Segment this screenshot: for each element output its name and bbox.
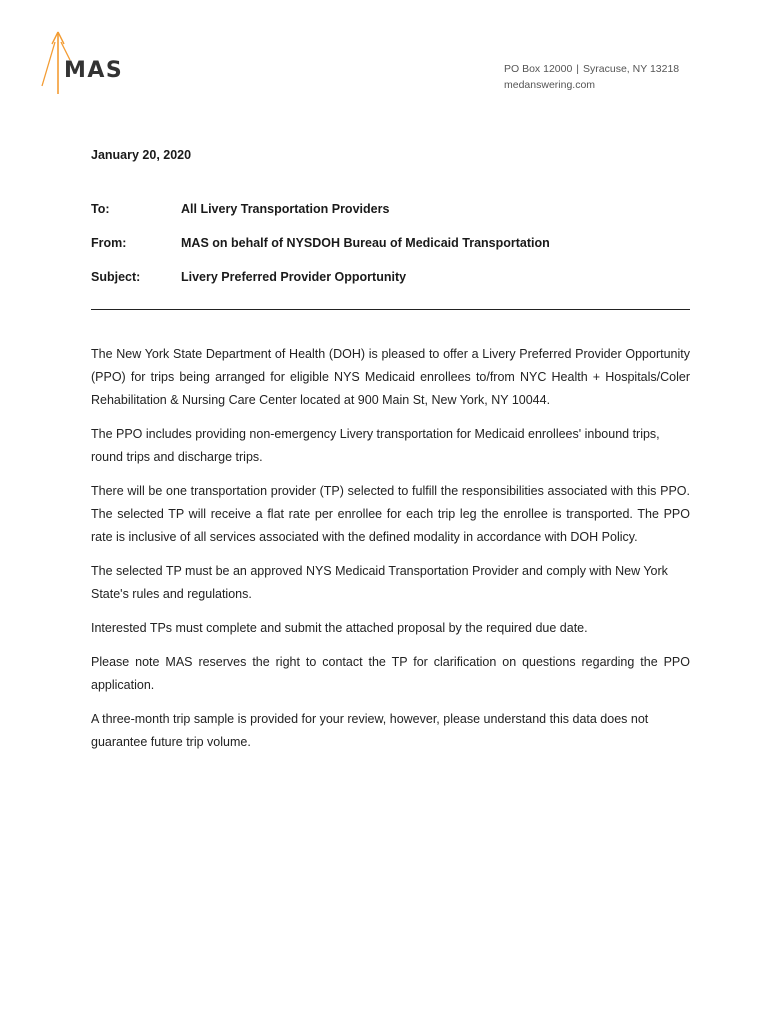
paragraph: Interested TPs must complete and submit the attached proposal by the required due date. — [91, 621, 588, 635]
header-divider — [91, 309, 690, 310]
paragraph: The New York State Department of Health (DOH) is pleased to offer a Livery Preferred Provider Opportunity (PPO) for trips being arranged for eligible NYS Medicaid enrollees to/from NYC Health + Hospitals/Coler Rehabilitation & Nursing Care Center located at 900 Main St, New York, NY 10044. — [91, 347, 690, 407]
paragraph: The selected TP must be an approved NYS Medicaid Transportation Provider and comply with New York State's rules and regulations. — [91, 564, 668, 601]
website: medanswering.com — [504, 79, 596, 91]
logo-text: MAS — [64, 58, 124, 83]
subject-value: Livery Preferred Provider Opportunity — [181, 270, 407, 284]
letter-body — [91, 343, 690, 765]
city-state-zip: Syracuse, NY 13218 — [583, 63, 680, 75]
paragraph: The PPO includes providing non-emergency Livery transportation for Medicaid enrollees' inbound trips, round trips and discharge trips. — [91, 427, 660, 464]
to-value: All Livery Transportation Providers — [181, 202, 390, 216]
letter-date: January 20, 2020 — [91, 148, 192, 162]
from-label: From: — [91, 236, 127, 250]
paragraph: There will be one transportation provider (TP) selected to fulfill the responsibilities associated with this PPO. The selected TP will receive a flat rate per enrollee for each trip leg the enrollee is transported. The PPO rate is inclusive of all services associated with the defined modality in accordance with DOH Policy. — [91, 484, 690, 544]
mas-logo — [38, 30, 148, 96]
po-box: PO Box 12000 — [504, 63, 573, 75]
address-line — [504, 61, 679, 77]
letterhead-address — [504, 61, 679, 93]
from-value: MAS on behalf of NYSDOH Bureau of Medicaid Transportation — [181, 236, 550, 250]
subject-label: Subject: — [91, 270, 141, 284]
to-label: To: — [91, 202, 110, 216]
paragraph: Please note MAS reserves the right to contact the TP for clarification on questions regarding the PPO application. — [91, 655, 690, 692]
paragraph: A three-month trip sample is provided for your review, however, please understand this data does not guarantee future trip volume. — [91, 712, 649, 749]
address-separator: | — [576, 63, 580, 75]
